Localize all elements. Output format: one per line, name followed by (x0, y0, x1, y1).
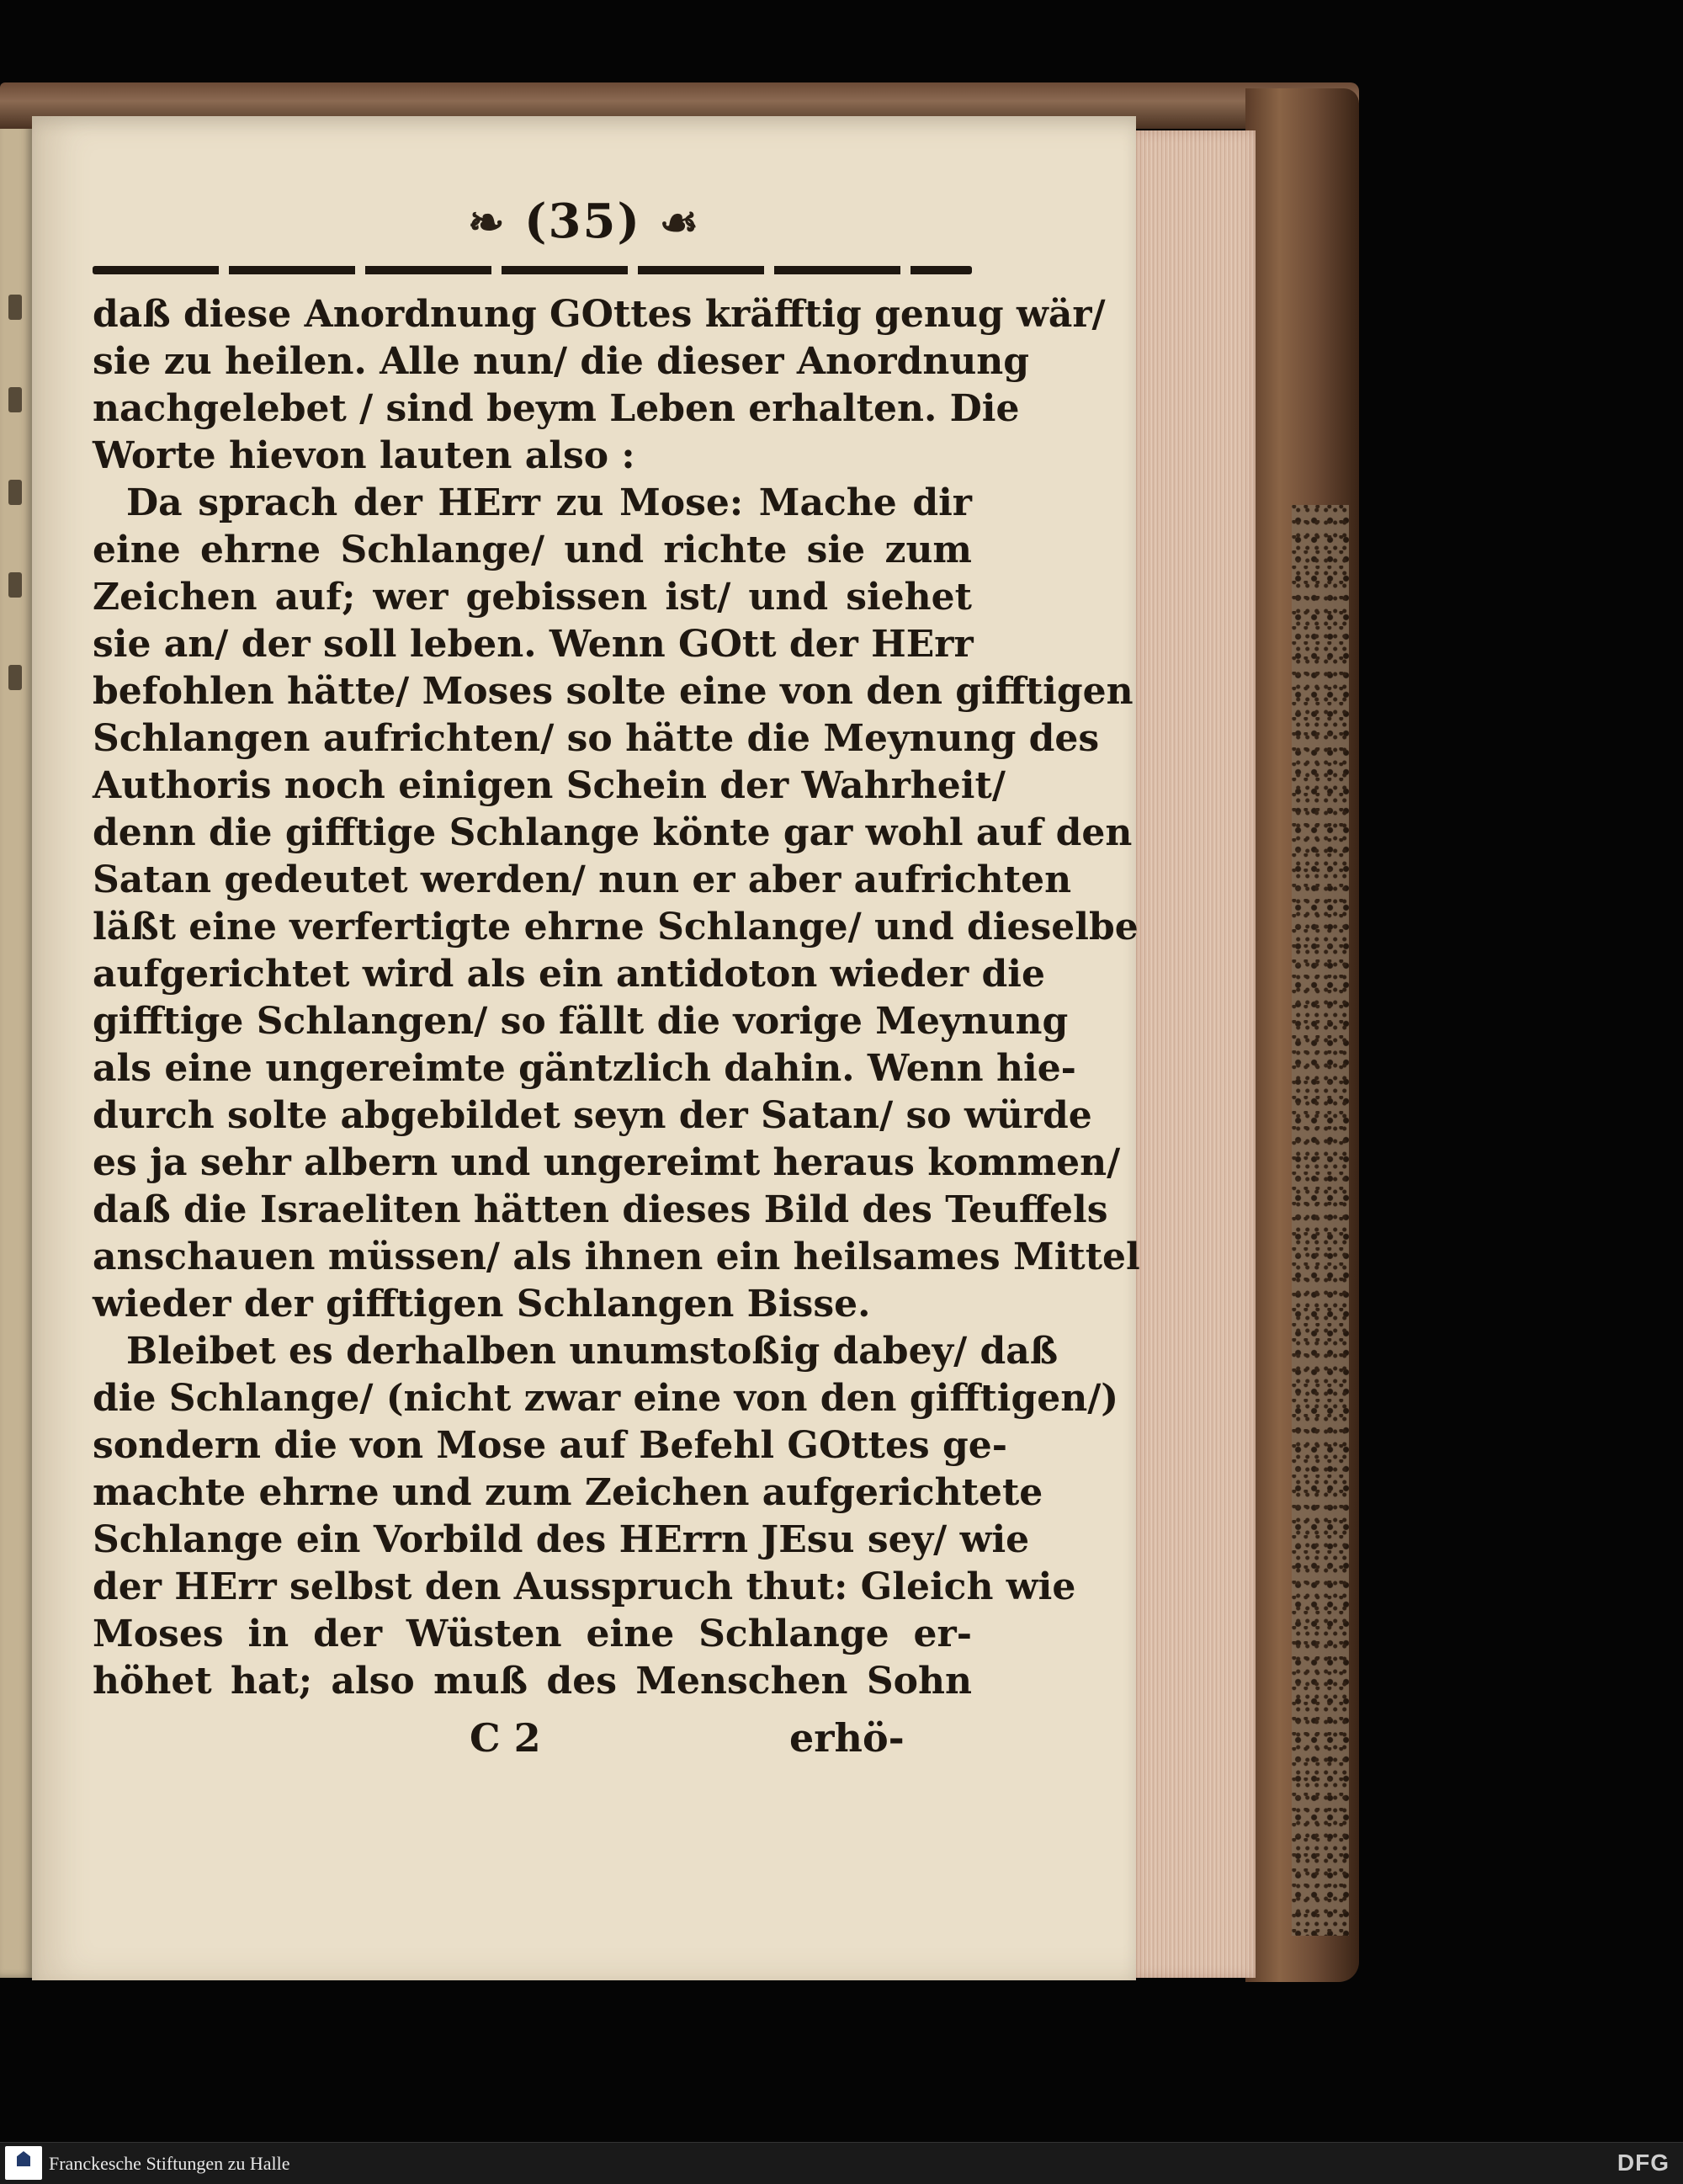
left-page-glyph (8, 295, 22, 320)
text-line: Bleibet es derhalben unumstoßig dabey/ daß (126, 1330, 1059, 1373)
text-line: Worte hievon lauten also : (93, 434, 635, 477)
text-line: der HErr selbst den Ausspruch thut: Gleich wie (93, 1565, 1076, 1608)
text-line: sie an/ der soll leben. Wenn GOtt der HErr (93, 623, 974, 666)
text-line: gifftige Schlangen/ so fällt die vorige Meynung (93, 1000, 1069, 1043)
text-line: Zeichen auf; wer gebissen ist/ und siehet (93, 576, 972, 619)
text-line: anschauen müssen/ als ihnen ein heilsames Mittel (93, 1235, 1140, 1278)
text-line: Schlange ein Vorbild des HErrn JEsu sey/ wie (93, 1518, 1030, 1561)
text-line: denn die gifftige Schlange könte gar wohl auf den (93, 811, 1133, 854)
header-rule (93, 266, 972, 274)
institution-name: Franckesche Stiftungen zu Halle (49, 2153, 290, 2174)
book-cover-marbling (1292, 505, 1349, 1936)
left-page-glyph (8, 387, 22, 412)
left-page-glyph (8, 572, 22, 598)
page-edges (1132, 130, 1256, 1978)
dfg-logo: DFG (1617, 2149, 1670, 2176)
text-line: sie zu heilen. Alle nun/ die dieser Anordnung (93, 340, 1030, 383)
text-line: es ja sehr albern und ungereimt heraus kommen/ (93, 1141, 1121, 1184)
text-line: aufgerichtet wird als ein antidoton wieder die (93, 953, 1045, 996)
text-line: sondern die von Mose auf Befehl GOttes ge- (93, 1424, 1008, 1467)
left-page-edge (0, 118, 34, 1978)
text-line: Schlangen aufrichten/ so hätte die Meynung des (93, 717, 1100, 760)
text-line: Authoris noch einigen Schein der Wahrheit/ (93, 764, 1006, 807)
attribution-bar (0, 2142, 1683, 2184)
text-line: befohlen hätte/ Moses solte eine von den gifftigen (93, 670, 1134, 713)
page-header (32, 194, 1136, 249)
text-line: Satan gedeutet werden/ nun er aber aufrichten (93, 858, 1072, 901)
text-line: als eine ungereimte gäntzlich dahin. Wenn hie- (93, 1047, 1076, 1090)
text-line: nachgelebet / sind beym Leben erhalten. Die (93, 387, 1020, 430)
institution-logo-icon (5, 2146, 42, 2180)
text-line: daß die Israeliten hätten dieses Bild des Teuffels (93, 1188, 1108, 1231)
text-line: Da sprach der HErr zu Mose: Mache dir (126, 481, 972, 524)
text-line: daß diese Anordnung GOttes kräfftig genug wär/ (93, 293, 1106, 336)
text-line: eine ehrne Schlange/ und richte sie zum (93, 529, 972, 571)
left-page-glyph (8, 480, 22, 505)
signature-mark: C 2 (470, 1715, 541, 1761)
text-line: durch solte abgebildet seyn der Satan/ so würde (93, 1094, 1092, 1137)
page-number: (35) (524, 194, 641, 249)
catchword: erhö- (789, 1715, 905, 1761)
text-line: läßt eine verfertigte ehrne Schlange/ und dieselbe (93, 906, 1139, 949)
left-ornament-icon: ❧ (467, 197, 507, 248)
right-ornament-icon: ☙ (659, 197, 701, 248)
text-line: Moses in der Wüsten eine Schlange er- (93, 1613, 972, 1655)
text-line: machte ehrne und zum Zeichen aufgerichtete (93, 1471, 1043, 1514)
text-line: die Schlange/ (nicht zwar eine von den gifftigen/) (93, 1377, 1119, 1420)
text-line: wieder der gifftigen Schlangen Bisse. (93, 1283, 871, 1326)
left-page-glyph (8, 665, 22, 690)
text-line: höhet hat; also muß des Menschen Sohn (93, 1660, 972, 1703)
book-page (32, 116, 1140, 1980)
